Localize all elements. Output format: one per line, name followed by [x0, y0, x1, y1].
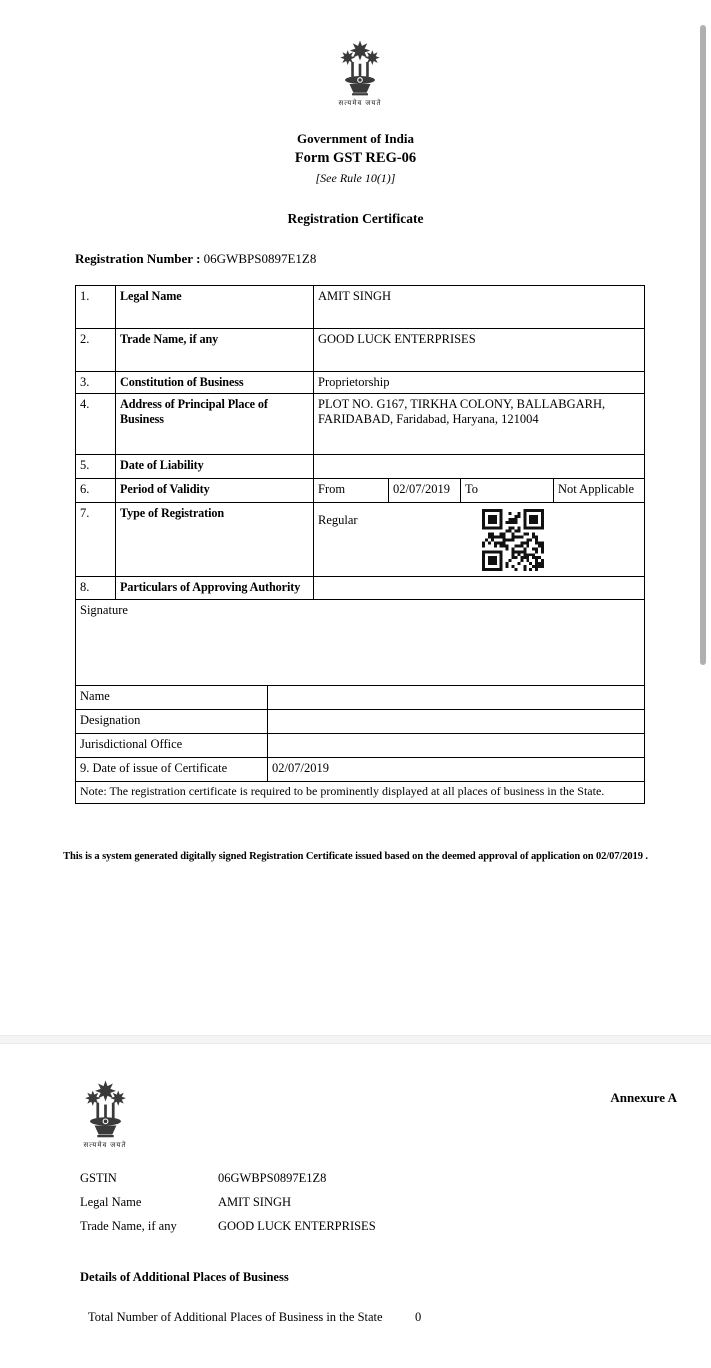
- detail-value: AMIT SINGH: [218, 1195, 292, 1209]
- row-number: 6.: [76, 479, 116, 503]
- row-value: AMIT SINGH: [314, 286, 645, 329]
- detail-row-trade-name: [80, 1219, 376, 1243]
- row-label: Date of Liability: [116, 455, 314, 479]
- additional-places-section-title: Details of Additional Places of Business: [80, 1270, 289, 1284]
- row-value: [268, 686, 645, 710]
- table-row-legal-name: [76, 286, 645, 329]
- detail-value: 06GWBPS0897E1Z8: [218, 1171, 327, 1185]
- row-value: [314, 455, 645, 479]
- row-label: Legal Name: [116, 286, 314, 329]
- row-number: 7.: [76, 503, 116, 577]
- row-number: 4.: [76, 394, 116, 455]
- qr-code-icon: [482, 509, 544, 571]
- table-row-designation: [76, 710, 645, 734]
- detail-row-gstin: [80, 1171, 376, 1195]
- row-value: [314, 479, 645, 503]
- total-additional-places-value: 0: [415, 1310, 422, 1324]
- table-row-constitution: [76, 372, 645, 394]
- row-number: 5.: [76, 455, 116, 479]
- table-row-name: [76, 686, 645, 710]
- row-value: Proprietorship: [314, 372, 645, 394]
- emblem-motto: सत्यमेव जयते: [83, 1141, 127, 1149]
- table-row-date-of-issue: [76, 758, 645, 782]
- total-additional-places-line: [88, 1310, 648, 1325]
- row-value: [268, 734, 645, 758]
- row-value: GOOD LUCK ENTERPRISES: [314, 329, 645, 372]
- table-row-jurisdictional-office: [76, 734, 645, 758]
- signature-row: [76, 600, 645, 686]
- row-number: 2.: [76, 329, 116, 372]
- row-label: Constitution of Business: [116, 372, 314, 394]
- ashoka-emblem-icon: [78, 1080, 133, 1140]
- table-row-approving-authority: [76, 577, 645, 600]
- row-label: Type of Registration: [116, 503, 314, 577]
- signature-label: Signature: [76, 600, 645, 686]
- registration-type-value: Regular: [318, 513, 358, 527]
- detail-label: GSTIN: [80, 1171, 117, 1185]
- validity-from-value: 02/07/2019: [389, 479, 461, 502]
- header-form-name: Form GST REG-06: [294, 150, 417, 166]
- table-row-address: [76, 394, 645, 455]
- registration-number-line: [75, 251, 316, 267]
- detail-row-legal-name: [80, 1195, 376, 1219]
- ashoka-emblem-icon: [331, 40, 389, 98]
- row-label: Address of Principal Place of Business: [116, 394, 314, 455]
- row-label: Particulars of Approving Authority: [116, 577, 314, 600]
- row-value: 02/07/2019: [268, 758, 645, 782]
- row-label: Name: [76, 686, 268, 710]
- validity-to-label: To: [461, 479, 554, 502]
- row-label: 9. Date of issue of Certificate: [76, 758, 268, 782]
- row-number: 1.: [76, 286, 116, 329]
- total-additional-places-label: Total Number of Additional Places of Business in the State: [88, 1310, 383, 1324]
- row-label: Period of Validity: [116, 479, 314, 503]
- row-number: 3.: [76, 372, 116, 394]
- note-text: Note: The registration certificate is required to be prominently displayed at all places of business in the State.: [76, 782, 645, 804]
- page2-emblem: [60, 1080, 150, 1150]
- detail-label: Legal Name: [80, 1195, 142, 1209]
- row-label: Jurisdictional Office: [76, 734, 268, 758]
- certificate-title: Registration Certificate: [287, 211, 424, 226]
- row-label: Trade Name, if any: [116, 329, 314, 372]
- page-separator: [0, 1035, 711, 1044]
- annexure-title: Annexure A: [610, 1090, 677, 1105]
- row-value: PLOT NO. G167, TIRKHA COLONY, BALLABGARH, FARIDABAD, Faridabad, Haryana, 121004: [314, 394, 645, 455]
- detail-value: GOOD LUCK ENTERPRISES: [218, 1219, 376, 1233]
- header-rule-reference: [See Rule 10(1)]: [315, 171, 396, 185]
- table-row-trade-name: [76, 329, 645, 372]
- system-generated-line: This is a system generated digitally signed Registration Certificate issued based on the deemed approval of application on 02/07/2019 .: [63, 851, 648, 862]
- row-value: [268, 710, 645, 734]
- row-label: Designation: [76, 710, 268, 734]
- emblem-motto: सत्यमेव जयते: [338, 99, 382, 107]
- validity-to-value: Not Applicable: [558, 482, 635, 496]
- certificate-table: [75, 285, 645, 804]
- table-row-note: [76, 782, 645, 804]
- row-number: 8.: [76, 577, 116, 600]
- page1-emblem: [315, 40, 405, 108]
- table-row-type-of-registration: [76, 503, 645, 577]
- row-value: [314, 577, 645, 600]
- scrollbar[interactable]: [700, 25, 706, 665]
- annexure-details: [80, 1171, 376, 1243]
- validity-from-label: From: [314, 479, 389, 502]
- row-value: [314, 503, 645, 577]
- header-government: Government of India: [297, 131, 414, 146]
- table-row-period-of-validity: [76, 479, 645, 503]
- table-row-date-of-liability: [76, 455, 645, 479]
- registration-number-label: Registration Number :: [75, 251, 201, 266]
- registration-number-value: 06GWBPS0897E1Z8: [203, 251, 317, 266]
- detail-label: Trade Name, if any: [80, 1219, 177, 1233]
